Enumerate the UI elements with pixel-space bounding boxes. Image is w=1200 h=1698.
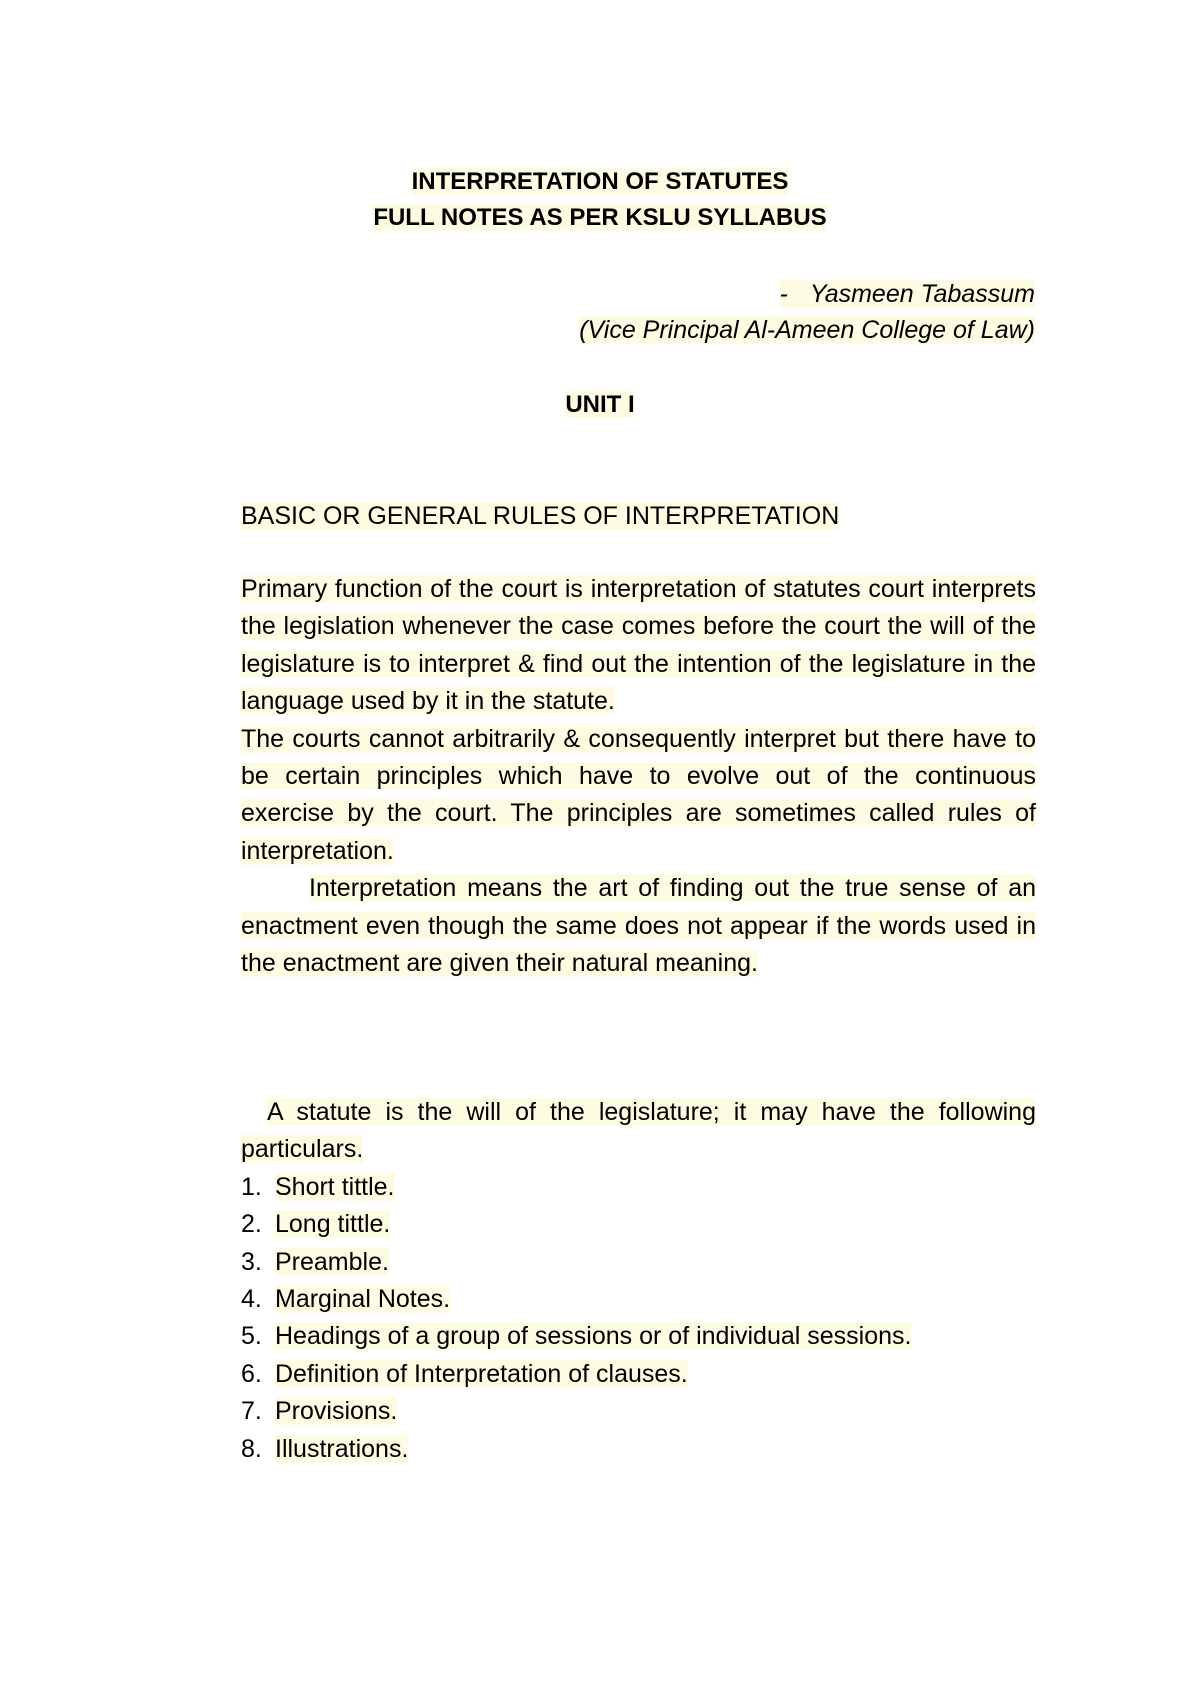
unit-heading (0, 387, 1200, 423)
statute-section (241, 1094, 1036, 1468)
list-number: 1. (241, 1172, 262, 1201)
list-item (241, 1393, 1036, 1430)
list-item-text: Marginal Notes. (275, 1285, 451, 1314)
list-item (241, 1169, 1036, 1206)
list-number: 3. (241, 1247, 262, 1276)
paragraph-1 (241, 571, 1036, 721)
list-item (241, 1431, 1036, 1468)
author-dash: - (779, 280, 788, 308)
list-number: 2. (241, 1210, 262, 1239)
list-item-text: Illustrations. (275, 1434, 409, 1463)
list-item-text: Long tittle. (275, 1210, 391, 1239)
document-title (0, 164, 1200, 236)
list-item (241, 1281, 1036, 1318)
title-line-2: FULL NOTES AS PER KSLU SYLLABUS (373, 204, 827, 231)
author-block (579, 276, 1035, 348)
list-number: 6. (241, 1359, 262, 1388)
statute-intro (241, 1094, 1036, 1169)
list-number: 8. (241, 1434, 262, 1463)
author-name: Yasmeen Tabassum (809, 280, 1035, 308)
section-heading (241, 498, 839, 534)
statute-intro-text: A statute is the will of the legislature; it may have the following particulars. (241, 1098, 1036, 1164)
particulars-list (241, 1169, 1036, 1468)
list-number: 4. (241, 1285, 262, 1314)
list-item-text: Preamble. (275, 1247, 389, 1276)
list-number: 5. (241, 1322, 262, 1351)
author-role: (Vice Principal Al-Ameen College of Law) (579, 316, 1035, 344)
paragraph-1-text: Primary function of the court is interpretation of statutes court interprets the legislation whenever the case comes before the court the will of the legislature is to interpret & find out the intention of the legislature in the language used by it in the statute. (241, 575, 1036, 716)
list-item (241, 1318, 1036, 1355)
list-number: 7. (241, 1397, 262, 1426)
section-heading-text: BASIC OR GENERAL RULES OF INTERPRETATION (241, 502, 840, 530)
list-item-text: Provisions. (275, 1397, 398, 1426)
list-item-text: Headings of a group of sessions or of individual sessions. (275, 1322, 912, 1351)
paragraph-2-text: The courts cannot arbitrarily & consequently interpret but there have to be certain principles which have to evolve out of the continuous exercise by the court. The principles are sometimes called rules of interpretation. (241, 724, 1036, 865)
list-item-text: Short tittle. (275, 1172, 395, 1201)
paragraph-3-text: Interpretation means the art of finding out the true sense of an enactment even though the same does not appear if the words used in the enactment are given their natural meaning. (241, 874, 1036, 978)
unit-label: UNIT I (565, 391, 635, 418)
section-body (241, 571, 1036, 982)
paragraph-3 (241, 870, 1036, 982)
title-line-1: INTERPRETATION OF STATUTES (411, 168, 789, 195)
paragraph-2 (241, 721, 1036, 871)
list-item (241, 1206, 1036, 1243)
list-item-text: Definition of Interpretation of clauses. (275, 1359, 688, 1388)
list-item (241, 1356, 1036, 1393)
author-line (780, 280, 1035, 308)
list-item (241, 1244, 1036, 1281)
